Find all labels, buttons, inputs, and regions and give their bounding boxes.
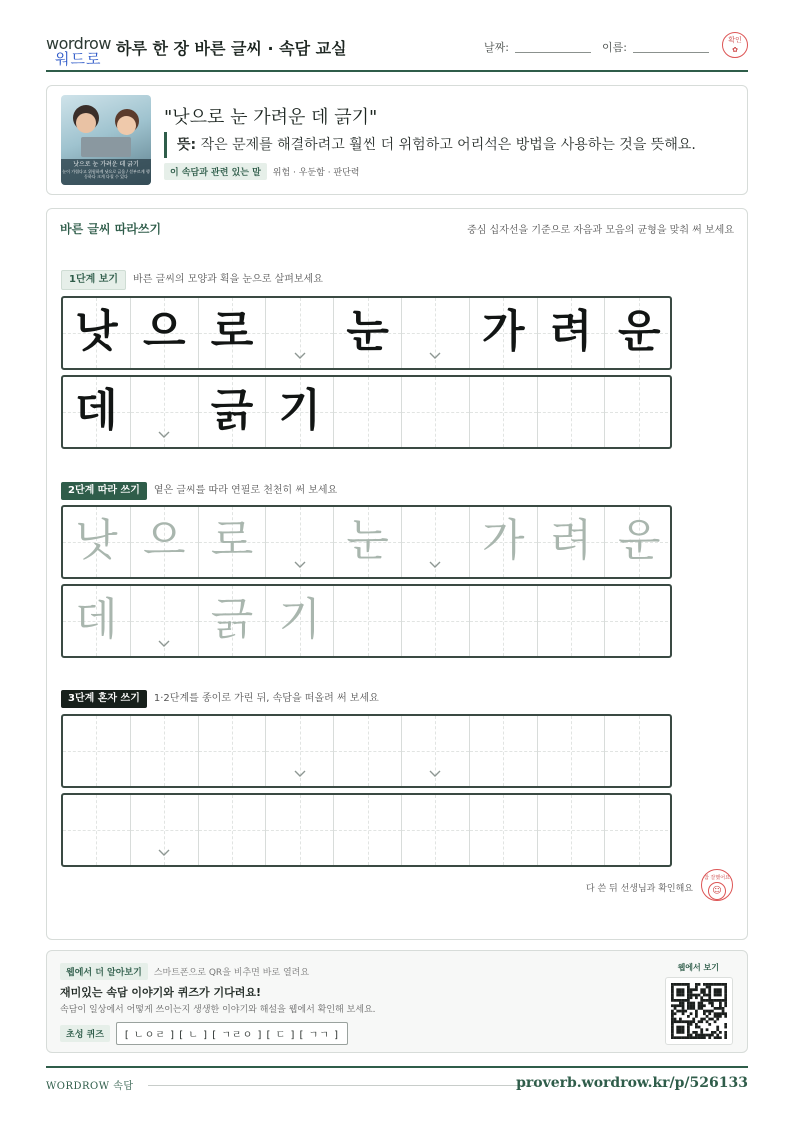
grid-cell [199, 377, 267, 447]
grid-cell[interactable] [63, 795, 131, 865]
proverb-thumbnail [61, 95, 151, 185]
grid-cell[interactable] [131, 586, 199, 656]
web-description: 속담이 일상에서 어떻게 쓰이는지 생생한 이야기와 해설을 웹에서 확인해 보세요. [60, 1005, 376, 1015]
web-more-desc: 스마트폰으로 QR을 비추면 바로 열려요 [153, 968, 310, 978]
related-list: 위험 · 우둔함 · 판단력 [272, 168, 360, 178]
grid-character: 가 [481, 306, 525, 357]
step3-row-2[interactable] [61, 793, 672, 867]
well-done-stamp-icon: 참 잘했어요 ☺ [701, 869, 733, 901]
date-label: 날짜: [484, 41, 509, 54]
grid-cell[interactable] [266, 507, 334, 577]
grid-cell[interactable] [538, 586, 606, 656]
grid-cell [402, 298, 470, 368]
grid-cell[interactable] [63, 716, 131, 786]
grid-cell [538, 377, 606, 447]
grid-character: 긁 [210, 385, 254, 436]
grid-cell [470, 298, 538, 368]
grid-character: 데 [75, 385, 118, 436]
proverb-meaning [164, 132, 696, 158]
teacher-check-text: 다 쓴 뒤 선생님과 확인해요 [585, 884, 693, 894]
step1-badge: 1단계 보기 [61, 270, 126, 290]
space-mark-icon [294, 768, 306, 780]
grid-cell[interactable] [334, 507, 402, 577]
logo-wordmark: wordrow [46, 34, 111, 53]
grid-cell [63, 298, 131, 368]
related-words [164, 163, 360, 180]
grid-cell [605, 377, 672, 447]
practice-hint: 중심 십자선을 기준으로 자음과 모음의 균형을 맞춰 써 보세요 [467, 225, 734, 236]
date-line[interactable] [515, 52, 591, 53]
page-title: 하루 한 장 바른 글씨 · 속담 교실 [116, 39, 347, 58]
web-more-heading [60, 963, 309, 980]
logo-korean: 워드로 [55, 50, 102, 68]
confirm-stamp-icon: 확인 ✿ [722, 32, 748, 58]
thumbnail-caption: 낫으로 눈 가려운 데 긁기 [73, 161, 139, 168]
grid-cell[interactable] [538, 507, 606, 577]
grid-cell [266, 298, 334, 368]
step3-badge: 3단계 혼자 쓰기 [61, 690, 147, 708]
grid-character: 눈 [346, 515, 389, 566]
space-mark-icon [429, 768, 441, 780]
grid-cell[interactable] [199, 795, 267, 865]
space-mark-icon [429, 350, 441, 362]
space-mark-icon [429, 559, 441, 571]
space-mark-icon [294, 350, 306, 362]
grid-character: 눈 [346, 306, 389, 357]
grid-character: 낫 [75, 306, 118, 357]
grid-cell[interactable] [470, 795, 538, 865]
grid-character: 로 [210, 306, 254, 357]
grid-cell[interactable] [605, 716, 672, 786]
space-mark-icon [158, 847, 170, 859]
grid-cell[interactable] [605, 507, 672, 577]
grid-character: 데 [75, 594, 118, 645]
space-mark-icon [294, 559, 306, 571]
grid-cell[interactable] [199, 586, 267, 656]
date-field[interactable] [484, 39, 591, 55]
practice-title: 바른 글씨 따라쓰기 [60, 222, 162, 236]
grid-cell[interactable] [63, 586, 131, 656]
name-field[interactable] [602, 39, 709, 55]
grid-cell[interactable] [402, 507, 470, 577]
practice-card [46, 208, 748, 940]
step1-desc: 바른 글씨의 모양과 획을 눈으로 살펴보세요 [133, 274, 323, 285]
step3-row-1[interactable] [61, 714, 672, 788]
grid-cell [334, 298, 402, 368]
step2-badge: 2단계 따라 쓰기 [61, 482, 147, 500]
grid-cell [131, 377, 199, 447]
grid-cell[interactable] [199, 716, 267, 786]
grid-cell [334, 377, 402, 447]
grid-cell[interactable] [402, 795, 470, 865]
name-line[interactable] [633, 52, 709, 53]
quiz-tag: 초성 퀴즈 [60, 1025, 110, 1042]
grid-cell [538, 298, 606, 368]
grid-cell [470, 377, 538, 447]
grid-cell[interactable] [266, 716, 334, 786]
grid-cell[interactable] [402, 716, 470, 786]
grid-cell[interactable] [605, 795, 672, 865]
proverb-card [46, 85, 748, 195]
qr-label: 웹에서 보기 [677, 963, 719, 972]
step2-row-2[interactable] [61, 584, 672, 658]
grid-character: 로 [210, 515, 254, 566]
step1-row-1 [61, 296, 672, 370]
grid-cell[interactable] [402, 586, 470, 656]
grid-cell[interactable] [334, 586, 402, 656]
thumbnail-subcaption: 눈이 가렵다고 위험하게 낫으로 긁음 / 섣부르게 행동하다 크게 다칠 수 있다 [62, 169, 150, 179]
grid-cell [402, 377, 470, 447]
grid-cell[interactable] [131, 795, 199, 865]
web-headline: 재미있는 속담 이야기와 퀴즈가 기다려요! [60, 986, 261, 999]
page-footer [46, 1066, 748, 1100]
step2-row-1[interactable] [61, 505, 672, 579]
grid-character: 운 [618, 306, 661, 357]
grid-cell [199, 298, 267, 368]
meaning-text: 작은 문제를 해결하려고 훨씬 더 위험하고 어리석은 방법을 사용하는 것을 뜻해요. [200, 137, 696, 153]
grid-cell [63, 377, 131, 447]
page-header [46, 30, 748, 72]
grid-character: 긁 [210, 594, 254, 645]
grid-cell [605, 298, 672, 368]
grid-character: 운 [618, 515, 661, 566]
related-tag: 이 속담과 관련 있는 말 [164, 163, 267, 180]
web-more-tag: 웹에서 더 알아보기 [60, 963, 148, 980]
grid-character: 기 [278, 594, 322, 645]
grid-cell[interactable] [470, 586, 538, 656]
grid-cell[interactable] [334, 716, 402, 786]
step2-heading [61, 482, 337, 500]
qr-code-graphic [671, 983, 727, 1039]
name-label: 이름: [602, 41, 627, 54]
footer-url[interactable]: proverb.wordrow.kr/p/526133 [516, 1075, 748, 1091]
step3-heading [61, 690, 379, 708]
step3-desc: 1·2단계를 종이로 가린 뒤, 속담을 떠올려 써 보세요 [153, 693, 379, 704]
grid-character: 으 [142, 306, 186, 357]
grid-cell[interactable] [538, 795, 606, 865]
step1-heading [61, 270, 323, 288]
proverb-title: "낫으로 눈 가려운 데 긁기" [164, 107, 378, 128]
grid-character: 으 [142, 515, 186, 566]
wordrow-logo [46, 34, 111, 68]
grid-character: 가 [481, 515, 525, 566]
meaning-label: 뜻: [177, 137, 197, 153]
grid-character: 낫 [75, 515, 118, 566]
grid-character: 기 [278, 385, 322, 436]
grid-character: 려 [549, 515, 593, 566]
grid-cell[interactable] [605, 586, 672, 656]
grid-cell[interactable] [266, 795, 334, 865]
grid-cell [131, 298, 199, 368]
space-mark-icon [158, 429, 170, 441]
grid-cell [266, 377, 334, 447]
grid-cell[interactable] [470, 507, 538, 577]
step2-desc: 옅은 글씨를 따라 연필로 천천히 써 보세요 [153, 485, 338, 496]
grid-cell[interactable] [131, 507, 199, 577]
grid-cell[interactable] [131, 716, 199, 786]
web-more-card [46, 950, 748, 1053]
qr-code-icon[interactable] [665, 977, 733, 1045]
grid-cell[interactable] [266, 586, 334, 656]
step1-row-2 [61, 375, 672, 449]
quiz-answer-box[interactable]: [ ㄴㅇㄹ ] [ ㄴ ] [ ㄱㄹㅇ ] [ ㄷ ] [ ㄱㄱ ] [116, 1022, 348, 1045]
footer-brand: WORDROW 속담 [46, 1081, 134, 1092]
space-mark-icon [158, 638, 170, 650]
grid-character: 려 [549, 306, 593, 357]
initial-quiz [60, 1022, 348, 1045]
grid-cell[interactable] [538, 716, 606, 786]
grid-cell[interactable] [470, 716, 538, 786]
grid-cell[interactable] [334, 795, 402, 865]
grid-cell[interactable] [199, 507, 267, 577]
footer-divider [148, 1085, 540, 1086]
grid-cell[interactable] [63, 507, 131, 577]
